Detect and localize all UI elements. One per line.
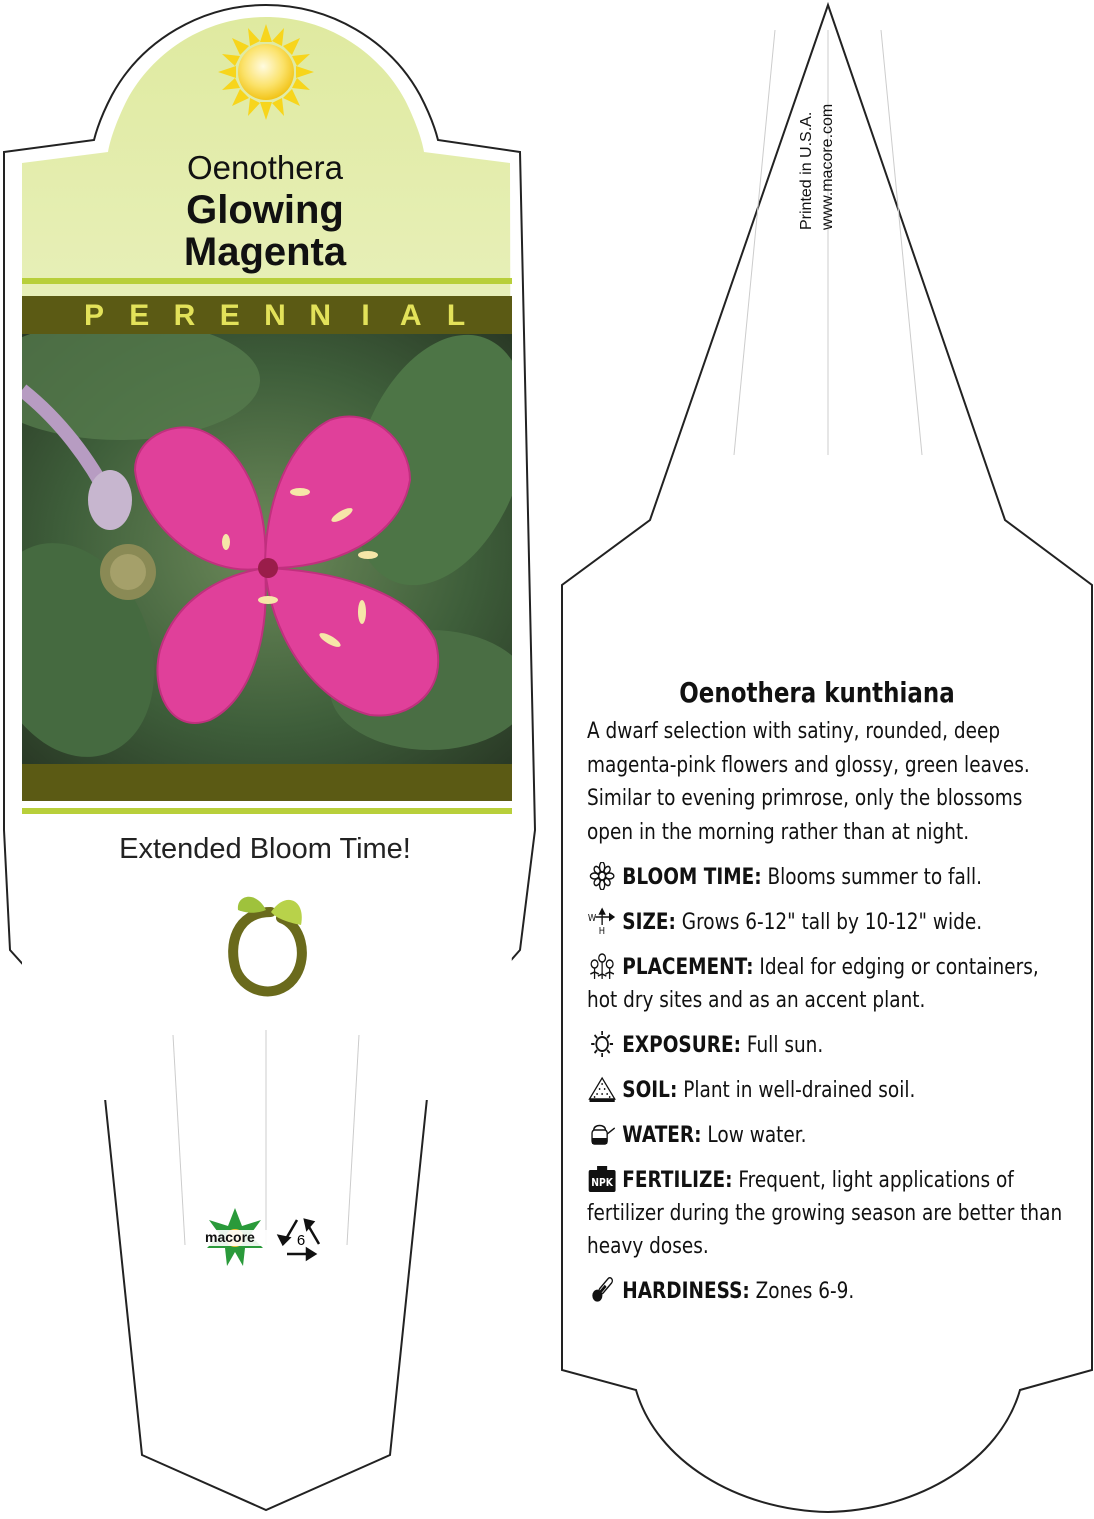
size-icon-h: H [598,925,606,935]
attribute-hardiness [587,1275,1066,1308]
attribute-value: Grows 6-12" tall by 10-12" wide. [681,910,983,935]
attribute-value: Ideal for edging or containers, hot dry sites and as an accent plant. [587,955,1039,1013]
flower-photo [0,310,560,780]
attribute-bloom-time [587,861,1066,894]
attribute-soil [587,1074,1066,1107]
scientific-name: Oenothera kunthiana [679,676,955,709]
category-letter: A [399,299,422,332]
category-letter: R [173,299,196,332]
photo-bottom-band [22,764,512,801]
category-letter: I [361,299,370,332]
category-letter: L [446,299,466,332]
sun-icon [587,1030,617,1058]
genus-name: Oenothera [187,149,343,186]
category-letter: N [309,299,332,332]
brand-name: macore [205,1229,255,1245]
attribute-value: Full sun. [746,1033,824,1058]
attribute-label: PLACEMENT: [622,955,754,980]
attribute-size [587,906,1066,939]
attribute-water [587,1119,1066,1152]
flower-icon [587,862,617,890]
category-letter: P [83,299,104,332]
attribute-label: BLOOM TIME: [622,865,762,890]
back-info [587,676,1087,1308]
category-letter: E [219,299,240,332]
attribute-value: Blooms summer to fall. [767,865,983,890]
website-text: www.macore.com [819,103,836,230]
attribute-label: SOIL: [622,1078,678,1103]
cultivar-name-line1: Glowing [186,188,344,232]
attribute-value: Plant in well-drained soil. [683,1078,916,1103]
size-icon-w: W [587,912,597,925]
attribute-label: EXPOSURE: [622,1033,741,1058]
npk-text: NPK [591,1177,613,1190]
size-icon [587,907,617,935]
placement-icon [587,952,617,980]
recycle-code: 6 [296,1232,306,1249]
tagline: Extended Bloom Time! [119,833,411,865]
attribute-label: FERTILIZE: [622,1168,733,1193]
attribute-value: Zones 6-9. [755,1279,855,1304]
attribute-label: SIZE: [622,910,676,935]
attribute-fertilize [587,1164,1066,1263]
description: A dwarf selection with satiny, rounded, deep magenta-pink flowers and glossy, green leaves. Similar to evening primrose, only the blossoms open in the morning rather than at night. [587,719,1030,845]
printed-in-text: Printed in U.S.A. [798,111,815,230]
watering-can-icon [587,1120,617,1148]
attribute-label: HARDINESS: [622,1279,750,1304]
attribute-value: Frequent, light applications of fertilizer during the growing season are better than heavy doses. [587,1168,1063,1259]
attribute-label: WATER: [622,1123,702,1148]
category-letter: N [264,299,286,332]
thermometer-icon [587,1276,617,1304]
npk-icon [587,1165,617,1193]
attribute-placement [587,951,1066,1017]
soil-icon [587,1075,617,1103]
sun-icon [218,24,314,120]
side-print [796,104,838,230]
category-label [22,296,512,336]
cultivar-name-line2: Magenta [183,230,347,274]
category-letter: E [129,299,150,332]
attribute-exposure [587,1029,1066,1062]
attribute-value: Low water. [707,1123,807,1148]
